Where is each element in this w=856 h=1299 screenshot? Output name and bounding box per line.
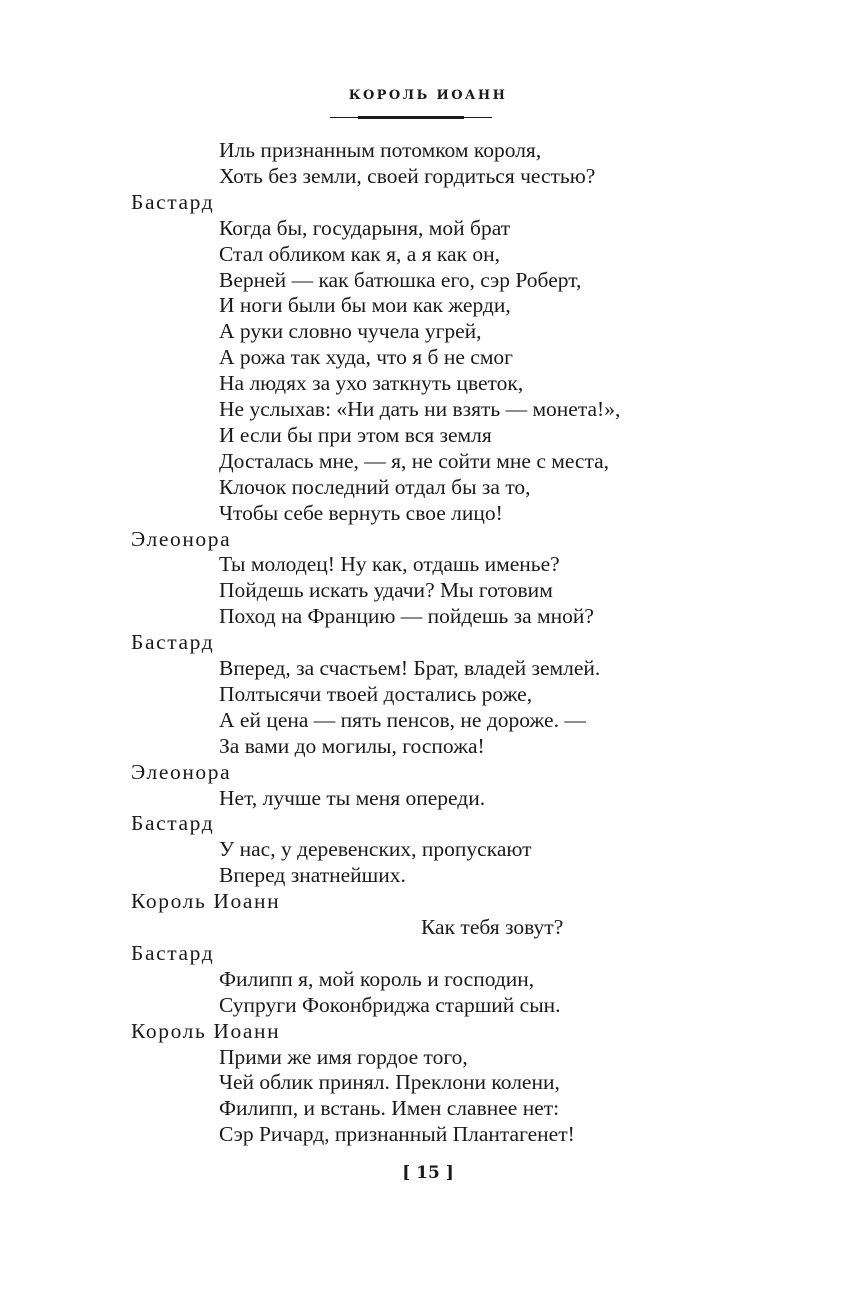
speaker-name: Король Иоанн	[131, 1018, 281, 1043]
speaker-name: Элеонора	[131, 759, 232, 784]
speaker-name: Бастард	[131, 940, 215, 965]
verse-line: Не услыхав: «Ни дать ни взять — монета!»,	[219, 397, 621, 421]
verse-line: Когда бы, государыня, мой брат	[219, 215, 511, 240]
verse-line: И если бы при этом вся земля	[219, 422, 492, 447]
verse-line: Пойдешь искать удачи? Мы готовим	[219, 578, 553, 603]
verse-line: Хоть без земли, своей гордиться честью?	[219, 163, 596, 188]
verse-line: Сэр Ричард, признанный Плантагенет!	[219, 1122, 575, 1147]
verse-line: Филипп, и встань. Имен славнее нет:	[219, 1096, 560, 1121]
verse-line: Чтобы себе вернуть свое лицо!	[219, 500, 503, 525]
verse-line: Полтысячи твоей достались роже,	[219, 681, 533, 706]
speaker-name: Бастард	[131, 811, 215, 836]
speaker-name: Элеонора	[131, 526, 232, 551]
verse-line: А руки словно чучела угрей,	[219, 319, 482, 344]
verse-line: У нас, у деревенских, пропускают	[219, 837, 532, 862]
verse-line: Нет, лучше ты меня опереди.	[219, 785, 486, 810]
verse-line: Досталась мне, — я, не сойти мне с места,	[219, 448, 610, 473]
verse-line: Филипп я, мой король и господин,	[219, 966, 535, 991]
verse-line: Верней — как батюшка его, сэр Роберт,	[219, 267, 582, 292]
verse-line: Супруги Фоконбриджа старший сын.	[219, 992, 561, 1017]
speaker-name: Король Иоанн	[131, 889, 281, 914]
verse-line: Поход на Францию — пойдешь за мной?	[219, 604, 594, 629]
verse-line: А ей цена — пять пенсов, не дороже. —	[219, 707, 586, 732]
verse-line: Вперед, за счастьем! Брат, владей землей.	[219, 656, 601, 680]
verse-line: И ноги были бы мои как жерди,	[219, 293, 511, 318]
speaker-name: Бастард	[131, 189, 215, 214]
verse-line: Клочок последний отдал бы за то,	[219, 474, 531, 499]
verse-line: На людях за ухо заткнуть цветок,	[219, 371, 524, 396]
verse-line: Ты молодец! Ну как, отдашь именье?	[219, 552, 560, 577]
verse-line: За вами до могилы, госпожа!	[219, 733, 485, 758]
page-number: [ 15 ]	[402, 1163, 454, 1183]
verse-line: Как тебя зовут?	[421, 915, 564, 939]
speaker-name: Бастард	[131, 630, 215, 655]
verse-line: Чей облик принял. Преклони колени,	[219, 1070, 560, 1095]
verse-line: Иль признанным потомком короля,	[219, 138, 542, 162]
verse-line: Вперед знатнейших.	[219, 863, 406, 888]
running-head-rule-accent	[358, 116, 464, 119]
verse-line: Прими же имя гордое того,	[219, 1044, 468, 1069]
verse-line: А рожа так худа, что я б не смог	[219, 345, 513, 370]
running-head: КОРОЛЬ ИОАНН	[348, 88, 508, 103]
verse-line: Стал обликом как я, а я как он,	[219, 241, 501, 266]
